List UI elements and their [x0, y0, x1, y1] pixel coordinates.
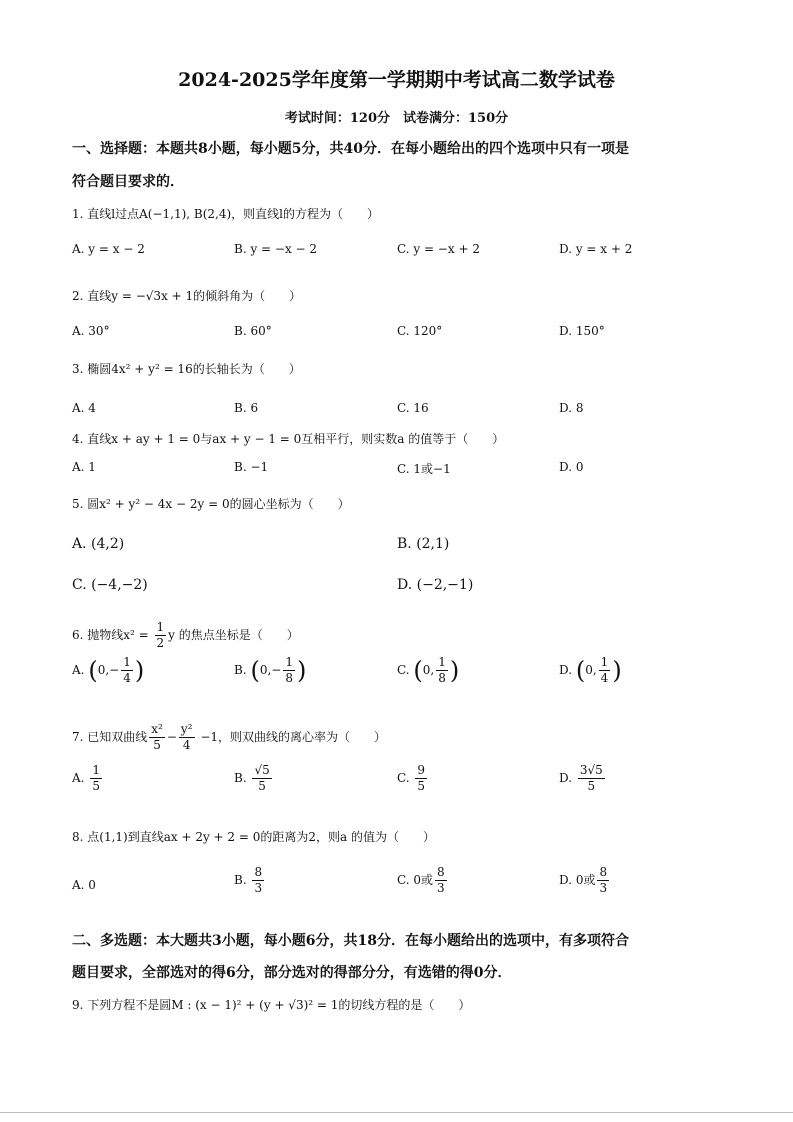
q7c-den: 5 — [417, 779, 426, 793]
q4-option-b: B. −1 — [234, 460, 269, 474]
q1-option-a: A. y = x − 2 — [72, 242, 145, 256]
q6b-rparen: ) — [297, 656, 307, 685]
q7-frac2 — [179, 722, 195, 753]
q6c-pre: 0, — [422, 663, 435, 677]
q5-option-b: B. (2,1) — [397, 536, 450, 552]
q2-option-b: B. 60° — [234, 324, 272, 338]
q8b-num: 8 — [254, 865, 263, 879]
exam-info: 考试时间：120分 试卷满分：150分 — [284, 111, 509, 126]
q7-option-d — [559, 763, 607, 794]
q6a-frac — [121, 655, 133, 686]
q6c-label: C. — [397, 663, 410, 677]
q7-frac1 — [149, 722, 165, 753]
q7-frac1-den: 5 — [153, 738, 161, 752]
q4-option-c: C. 1或−1 — [397, 462, 451, 476]
q6a-den: 4 — [123, 671, 131, 685]
q8-option-a — [72, 878, 96, 892]
q8b-den: 3 — [254, 881, 263, 895]
question-8: 8. 点(1,1)到直线ax + 2y + 2 = 0的距离为2，则a 的值为（ ） — [72, 830, 435, 844]
q5-option-c: C. (−4,−2) — [72, 577, 148, 593]
q7-option-c — [397, 763, 429, 794]
q8c-num: 8 — [437, 865, 445, 879]
q3-option-c: C. 16 — [397, 401, 429, 415]
section1-heading-line1: 一、选择题：本题共8小题，每小题5分，共40分．在每小题给出的四个选项中只有一项是 — [72, 141, 629, 157]
q7-stem-pre: 7. 已知双曲线 — [72, 730, 148, 744]
q8d-frac — [597, 865, 609, 896]
q6b-num: 1 — [285, 655, 293, 669]
q6a-pre: 0,− — [97, 663, 120, 677]
q8c-label: C. 0或 — [397, 873, 434, 887]
question-6 — [72, 620, 299, 651]
q6d-rparen: ) — [612, 656, 622, 685]
q6c-frac — [436, 655, 448, 686]
q6c-lparen: ( — [413, 656, 423, 685]
q8-option-c — [397, 865, 449, 896]
section2-heading-line1: 二、多选题：本大题共3小题，每小题6分，共18分．在每小题给出的选项中，有多项符合 — [72, 933, 629, 949]
section2-heading-line2: 题目要求，全部选对的得6分，部分选对的得部分分，有选错的得0分． — [72, 965, 512, 981]
q7-stem-post: −1，则双曲线的离心率为（ ） — [196, 730, 387, 744]
q6d-num: 1 — [600, 655, 609, 669]
page-bottom-rule — [0, 1112, 793, 1113]
q6b-label: B. — [234, 663, 247, 677]
q7d-num: 3√5 — [579, 763, 603, 777]
q6a-num: 1 — [123, 655, 131, 669]
q6b-lparen: ( — [250, 656, 260, 685]
q6-option-b — [234, 655, 306, 686]
q7c-label: C. — [397, 771, 410, 785]
q7a-den: 5 — [92, 779, 100, 793]
q3-option-a: A. 4 — [72, 401, 96, 415]
q8c-frac — [435, 865, 447, 896]
q7b-den: 5 — [258, 779, 266, 793]
q6-stem-pre: 6. 抛物线x² = — [72, 628, 153, 642]
q7b-label: B. — [234, 771, 247, 785]
q2-option-a: A. 30° — [72, 324, 110, 338]
q6-stem-post: y 的焦点坐标是（ ） — [168, 628, 299, 642]
q5-option-d: D. (−2,−1) — [397, 577, 474, 593]
q8b-label: B. — [234, 873, 247, 887]
q4-option-d: D. 0 — [559, 460, 584, 474]
q6a-rparen: ) — [134, 656, 145, 685]
q8c-den: 3 — [437, 881, 445, 895]
q7d-den: 5 — [587, 779, 596, 793]
q6d-pre: 0, — [585, 663, 597, 677]
q7d-frac — [578, 763, 605, 794]
question-4: 4. 直线x + ay + 1 = 0与ax + y − 1 = 0互相平行，则实数a 的值等于（ ） — [72, 432, 505, 446]
q7-frac2-num: y² — [180, 722, 193, 736]
q6a-lparen: ( — [88, 656, 98, 685]
question-1: 1. 直线l过点A(−1,1), B(2,4)，则直线l的方程为（ ） — [72, 207, 380, 221]
q6c-den: 8 — [438, 671, 446, 685]
q3-option-d: D. 8 — [559, 401, 584, 415]
q6-option-d — [559, 655, 622, 686]
question-7 — [72, 722, 386, 753]
q7d-label: D. — [559, 771, 573, 785]
question-5: 5. 圆x² + y² − 4x − 2y = 0的圆心坐标为（ ） — [72, 497, 350, 511]
q8d-label: D. 0或 — [559, 873, 596, 887]
q7-frac2-den: 4 — [182, 738, 191, 752]
q6-stem-fraction — [155, 620, 167, 651]
q7-frac1-num: x² — [151, 722, 163, 736]
q6-option-a — [72, 655, 144, 686]
q7-minus: − — [166, 730, 177, 744]
q6d-den: 4 — [600, 671, 609, 685]
q8-option-b — [234, 865, 266, 896]
q6b-den: 8 — [285, 671, 293, 685]
q6b-frac — [283, 655, 295, 686]
q8-option-d — [559, 865, 611, 896]
q8b-frac — [252, 865, 264, 896]
q6b-pre: 0,− — [259, 663, 282, 677]
q7c-frac — [415, 763, 427, 794]
q7-option-a — [72, 763, 104, 794]
q4-option-a: A. 1 — [72, 460, 96, 474]
question-3: 3. 椭圆4x² + y² = 16的长轴长为（ ） — [72, 362, 301, 376]
q5-option-a: A. (4,2) — [72, 536, 125, 552]
q6a-label: A. — [72, 663, 85, 677]
q7b-frac — [252, 763, 271, 794]
q7a-label: A. — [72, 771, 85, 785]
q6c-rparen: ) — [449, 656, 460, 685]
q6d-lparen: ( — [575, 656, 586, 685]
q6c-num: 1 — [438, 655, 446, 669]
page-title: 2024-2025学年度第一学期期中考试高二数学试卷 — [178, 69, 615, 91]
question-2: 2. 直线y = −√3x + 1的倾斜角为（ ） — [72, 289, 302, 303]
q2-option-c: C. 120° — [397, 324, 443, 338]
q7c-num: 9 — [417, 763, 426, 777]
q6d-frac — [599, 655, 611, 686]
question-9: 9. 下列方程不是圆M : (x − 1)² + (y + √3)² = 1的切线方程的是（ ） — [72, 998, 471, 1012]
q1-option-c: C. y = −x + 2 — [397, 242, 480, 256]
q8d-num: 8 — [599, 865, 608, 879]
q1-option-b: B. y = −x − 2 — [234, 242, 318, 256]
q8d-den: 3 — [599, 881, 608, 895]
q1-option-d: D. y = x + 2 — [559, 242, 633, 256]
q6-option-c — [397, 655, 459, 686]
q7a-frac — [90, 763, 102, 794]
q7a-num: 1 — [92, 763, 100, 777]
q6d-label: D. — [559, 663, 573, 677]
section1-heading-line2: 符合题目要求的． — [72, 174, 184, 190]
q2-option-d: D. 150° — [559, 324, 605, 338]
q3-option-b: B. 6 — [234, 401, 259, 415]
q6-frac-den: 2 — [156, 636, 165, 650]
q8a-label: A. 0 — [72, 878, 96, 892]
q7b-num: √5 — [254, 763, 270, 777]
q6-frac-num: 1 — [156, 620, 165, 634]
q7-option-b — [234, 763, 274, 794]
